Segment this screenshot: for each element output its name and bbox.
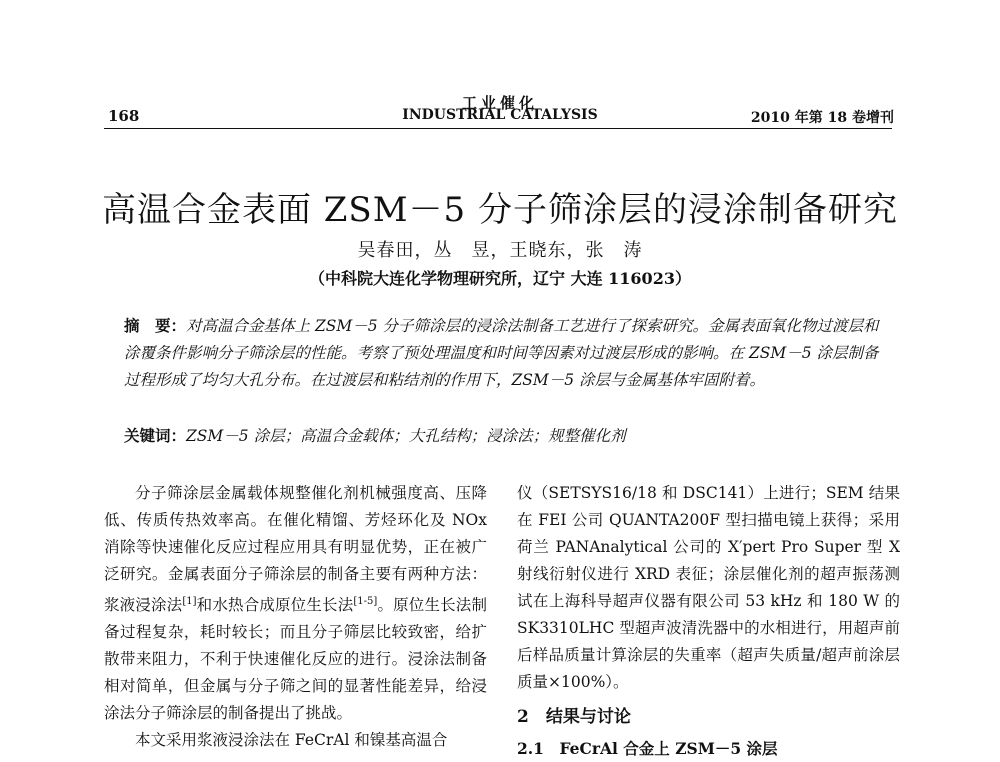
- authors: 吴春田，丛 昱，王晓东，张 涛: [357, 240, 643, 261]
- characterization-paragraph: 仪（SETSYS16/18 和 DSC141）上进行；SEM 结果在 FEI 公司 QUANTA200F 型扫描电镜上获得；采用荷兰 PANAnalytical 公司的 X′pert Pro Super 型 X 射线衍射仪进行 XRD 表征；涂层催化剂的超声振荡测试在上海科导超声仪器有限公司 53 kHz 和 180 W 的 SK3310LHC 型超声波清洗器中的水相进行，用超声前后样品质量计算涂层的失重率（超声失质量/超声前涂层质量×100%）。: [517, 484, 900, 691]
- intro-text-a: 分子筛涂层金属载体规整催化剂机械强度高、压降低、传质传热效率高。在催化精馏、芳烃环化及 NOx 消除等快速催化反应过程应用具有明显优势，正在被广泛研究。金属表面分子筛涂层的制备主要有两种方法：浆液浸涂法: [104, 484, 487, 615]
- abstract-label: 摘 要：: [124, 316, 187, 335]
- right-column: [517, 480, 900, 762]
- journal-name-cn: 工业催化: [461, 94, 538, 112]
- affiliation: （中科院大连化学物理研究所，辽宁 大连 116023）: [309, 269, 691, 288]
- intro-text-b: 和水热合成原位生长法: [196, 596, 354, 615]
- intro-text-c: 。原位生长法制备过程复杂，耗时较长；而且分子筛层比较致密，给扩散带来阻力，不利于快速催化反应的进行。浸涂法制备相对简单，但金属与分子筛之间的显著性能差异，给浸涂法分子筛涂层的制备提出了挑战。: [104, 596, 487, 723]
- citation-1-5[interactable]: [1-5]: [353, 596, 378, 607]
- journal-name-en: INDUSTRIAL CATALYSIS: [402, 107, 598, 123]
- keywords: [124, 424, 884, 446]
- abstract-text: 对高温合金基体上 ZSM－5 分子筛涂层的浸涂法制备工艺进行了探索研究。金属表面氧化物过渡层和涂覆条件影响分子筛涂层的性能。考察了预处理温度和时间等因素对过渡层形成的影响。在 ZSM－5 涂层制备过程形成了均匀大孔分布。在过渡层和粘结剂的作用下，ZSM－5 涂层与金属基体牢固附着。: [124, 317, 879, 389]
- intro-paragraph: [104, 480, 487, 727]
- paper-title: 高温合金表面 ZSM－5 分子筛涂层的浸涂制备研究: [102, 190, 898, 230]
- method-paragraph: 本文采用浆液浸涂法在 FeCrAl 和镍基高温合: [135, 731, 448, 750]
- section-heading-results: 2 结果与讨论: [517, 707, 631, 727]
- keywords-label: 关键词：: [124, 426, 187, 445]
- header-rule: [104, 128, 892, 129]
- page-number: 168: [108, 107, 140, 125]
- subsection-heading-fecral: 2.1 FeCrAl 合金上 ZSM－5 涂层: [517, 739, 778, 758]
- citation-1[interactable]: [1]: [182, 596, 197, 607]
- abstract: [124, 312, 884, 394]
- keywords-text: ZSM－5 涂层；高温合金载体；大孔结构；浸涂法；规整催化剂: [186, 427, 626, 445]
- left-column: [104, 480, 487, 754]
- issue-info: 2010 年第 18 卷增刊: [750, 110, 894, 126]
